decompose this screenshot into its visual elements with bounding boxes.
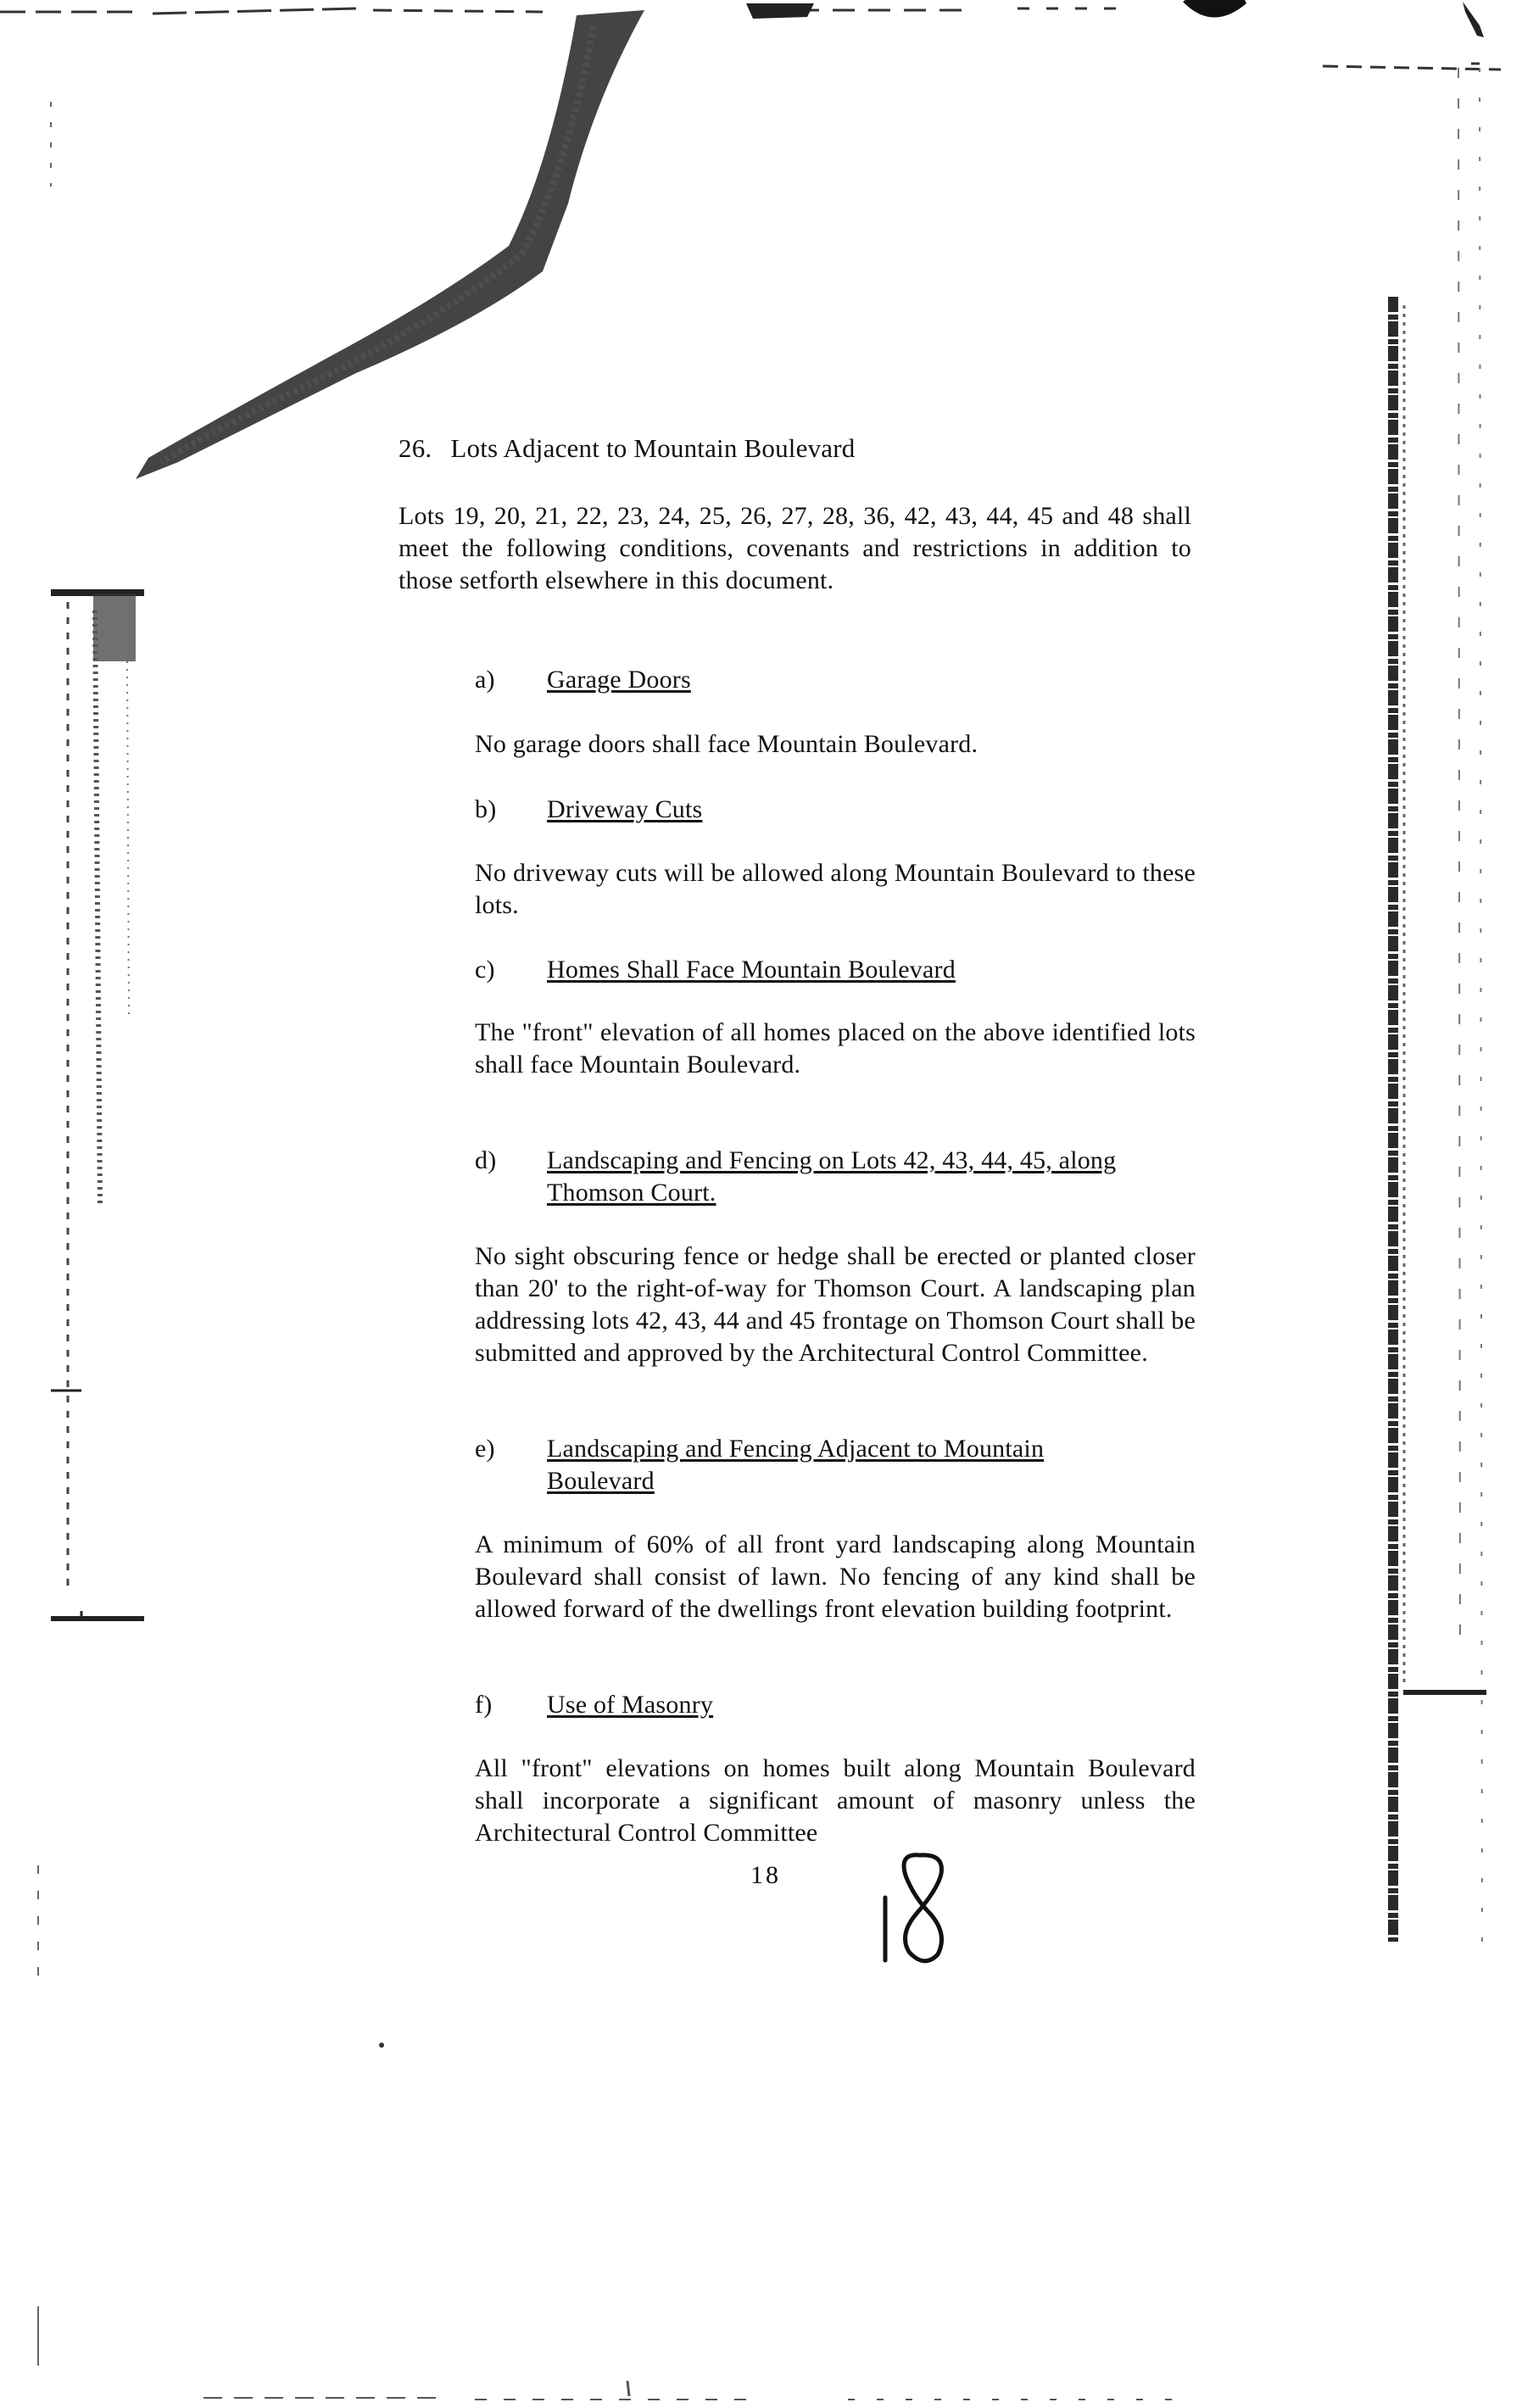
subsection-title: Garage Doors (547, 666, 691, 694)
top-right-mark (1463, 2, 1484, 37)
subsection-letter: a) (475, 666, 495, 694)
subsection-title: Driveway Cuts (547, 795, 703, 823)
left-margin-noise (38, 102, 144, 2366)
subsection-title: Homes Shall Face Mountain Boulevard (547, 956, 956, 984)
subsection-title: Landscaping and Fencing on Lots 42, 43, 44, 45, along Thomson Court. (547, 1146, 1117, 1207)
subsection-letter: f) (475, 1691, 493, 1719)
subsection-heading-b (475, 794, 1196, 826)
section-intro: Lots 19, 20, 21, 22, 23, 24, 25, 26, 27, 28, 36, 42, 43, 44, 45 and 48 shall meet the following conditions, covenants and restrictions in addition to those setforth elsewhere in this document. (399, 502, 1191, 594)
subsection-heading-e (475, 1433, 1196, 1497)
top-right-blob (1183, 0, 1246, 18)
subsection-letter: b) (475, 795, 497, 823)
section-heading (399, 432, 855, 465)
subsection-heading-d (475, 1145, 1196, 1209)
page-number: 18 (750, 1861, 781, 1889)
subsection-body-f: All "front" elevations on homes built along Mountain Boulevard shall incorporate a significant amount of masonry unless the Architectural Control Committee (475, 1754, 1196, 1847)
top-edge-noise (0, 8, 1501, 70)
subsection-letter: d) (475, 1146, 497, 1174)
handwritten-page-number (885, 1855, 942, 1961)
stray-dot (379, 2043, 384, 2048)
subsection-body-d: No sight obscuring fence or hedge shall be erected or planted closer than 20' to the right-of-way for Thomson Court. A landscaping plan addressing lots 42, 43, 44 and 45 frontage on Thomson Court shall be submitted and approved by the Architectural Control Committee. (475, 1242, 1196, 1367)
bottom-edge-noise (203, 2381, 1187, 2400)
subsection-heading-c (475, 954, 1196, 986)
subsection-title: Use of Masonry (547, 1691, 714, 1719)
subsection-letter: c) (475, 956, 495, 984)
right-margin-noise (1393, 64, 1486, 1967)
top-blob (746, 3, 814, 19)
subsection-letter: e) (475, 1435, 495, 1463)
subsection-title: Landscaping and Fencing Adjacent to Mountain Boulevard (547, 1435, 1045, 1495)
subsection-heading-a (475, 664, 1196, 696)
subsection-body-e: A minimum of 60% of all front yard landscaping along Mountain Boulevard shall consist of lawn. No fencing of any kind shall be allowed forward of the dwellings front elevation building footprint. (475, 1530, 1196, 1623)
folded-corner-shadow (136, 10, 644, 479)
subsection-body-b: No driveway cuts will be allowed along Mountain Boulevard to these lots. (475, 859, 1196, 919)
subsection-body-a: No garage doors shall face Mountain Boulevard. (475, 730, 978, 758)
subsection-heading-f (475, 1689, 1196, 1721)
section-title: Lots Adjacent to Mountain Boulevard (450, 433, 856, 463)
section-number: 26. (399, 433, 432, 463)
subsection-body-c: The "front" elevation of all homes placed on the above identified lots shall face Mountain Boulevard. (475, 1018, 1196, 1079)
